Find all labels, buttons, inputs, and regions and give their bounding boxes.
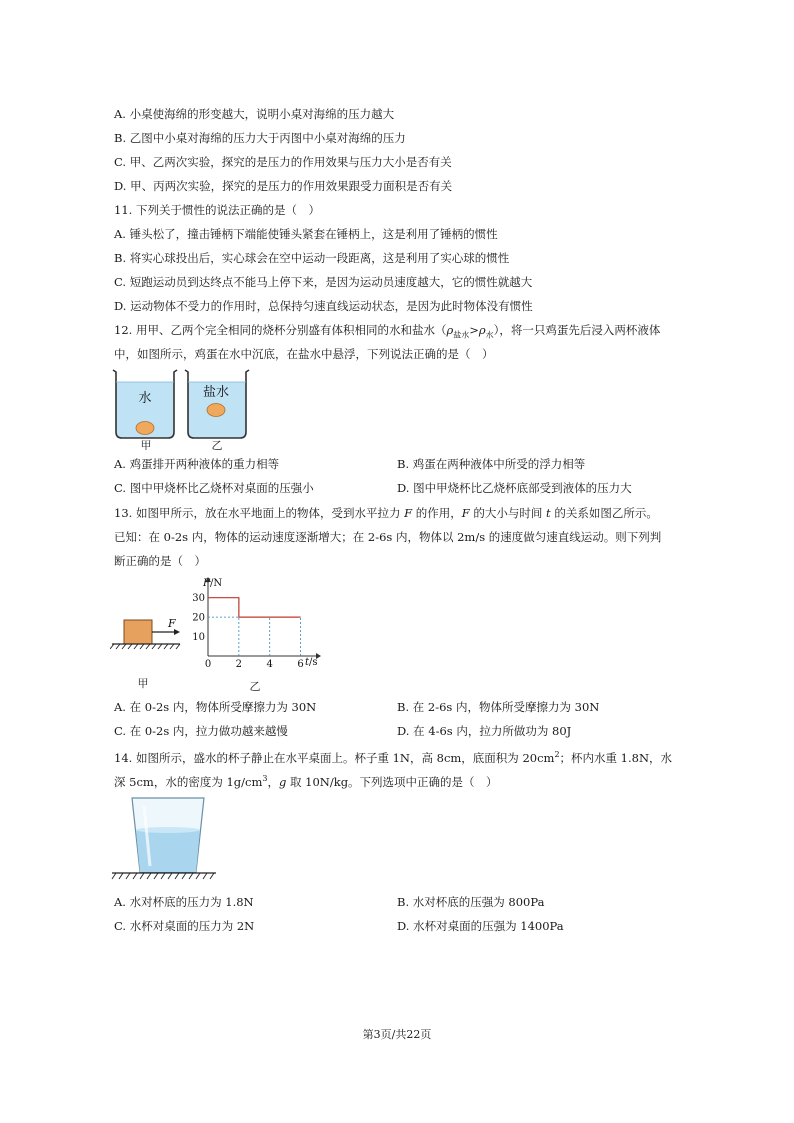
- egg-icon: [136, 422, 154, 435]
- var-g: g: [278, 774, 287, 789]
- q11-option-d: D. 运动物体不受力的作用时，总保持匀速直线运动状态，是因为此时物体没有惯性: [114, 299, 533, 313]
- q13-stem-line3: 断正确的是（ ）: [114, 554, 206, 568]
- q12-option-b: B. 鸡蛋在两种液体中所受的浮力相等: [397, 457, 586, 471]
- x-tick-label: 4: [266, 659, 273, 670]
- beaker-salt-water: [185, 370, 249, 438]
- q11-stem: 11. 下列关于惯性的说法正确的是（ ）: [114, 203, 320, 217]
- q14-cup-figure: [110, 794, 220, 888]
- greater-than: >: [469, 323, 479, 337]
- q13-option-a: A. 在 0-2s 内，物体所受摩擦力为 30N: [114, 700, 317, 714]
- q13-stem-part: 的大小与时间: [469, 506, 547, 520]
- rho-symbol: ρ: [446, 323, 454, 337]
- q14-option-b: B. 水对杯底的压强为 800Pa: [397, 895, 545, 909]
- q13-stem-part: 的作用，: [412, 506, 462, 520]
- rho-symbol: ρ: [478, 323, 486, 337]
- q11-option-c: C. 短跑运动员到达终点不能马上停下来，是因为运动员速度越大，它的惯性就越大: [114, 275, 533, 289]
- q14-stem-line2: [114, 771, 498, 790]
- q13-stem-part: 13. 如图甲所示，放在水平地面上的物体，受到水平拉力: [114, 506, 405, 520]
- superscript: 3: [262, 774, 268, 783]
- q13-stem-line1: [114, 505, 658, 521]
- x-tick-label: 2: [235, 659, 243, 670]
- q11-option-a: A. 锤头松了，撞击锤柄下端能使锤头紧套在锤柄上，这是利用了锤柄的惯性: [114, 227, 498, 241]
- q10-option-a: A. 小桌使海绵的形变越大，说明小桌对海绵的压力越大: [114, 107, 395, 121]
- var-t: t: [546, 506, 551, 520]
- block: [124, 620, 152, 644]
- y-axis-label: F/N: [203, 578, 223, 589]
- var-F: F: [404, 506, 413, 520]
- q13-block-figure: [110, 610, 190, 690]
- q13-option-b: B. 在 2-6s 内，物体所受摩擦力为 30N: [397, 700, 600, 714]
- q14-option-d: D. 水杯对桌面的压强为 1400Pa: [397, 919, 564, 933]
- force-label: F: [168, 617, 176, 630]
- q14-stem-part: ，: [267, 774, 279, 789]
- q12-stem-part: ），将一只鸡蛋先后浸入两杯液体: [493, 323, 661, 337]
- rho-subscript-water: 水: [485, 330, 494, 340]
- series-line: [208, 598, 301, 617]
- q14-option-a: A. 水对杯底的压力为 1.8N: [114, 895, 254, 909]
- q10-option-b: B. 乙图中小桌对海绵的压力大于丙图中小桌对海绵的压力: [114, 131, 406, 145]
- x-tick-label: 6: [297, 659, 304, 670]
- q12-stem-line1: [114, 322, 660, 343]
- beaker-water: [113, 370, 177, 438]
- q13-stem-line2: 已知：在 0-2s 内，物体的运动速度逐渐增大；在 2-6s 内，物体以 2m/s 的速度做匀速直线运动。则下列判: [114, 530, 662, 544]
- rho-subscript-salt: 盐水: [453, 330, 470, 340]
- q12-option-a: A. 鸡蛋排开两种液体的重力相等: [114, 457, 280, 471]
- y-tick-label: 10: [192, 632, 205, 644]
- q13-force-time-chart: [190, 574, 330, 694]
- superscript: 2: [554, 750, 560, 759]
- label-water: 水: [138, 391, 152, 406]
- x-tick-label: 0: [204, 659, 212, 670]
- egg-icon: [207, 404, 225, 417]
- caption-a: 甲: [140, 439, 152, 450]
- q12-beakers-figure: [110, 368, 260, 450]
- q14-stem-part: ；杯内水重 1.8N，水: [559, 750, 673, 765]
- q11-option-b: B. 将实心球投出后，实心球会在空中运动一段距离，这是利用了实心球的惯性: [114, 251, 510, 265]
- q14-stem-part: 深 5cm，水的密度为 1g/cm: [114, 774, 263, 789]
- q10-option-c: C. 甲、乙两次实验，探究的是压力的作用效果与压力大小是否有关: [114, 155, 452, 169]
- q14-option-c: C. 水杯对桌面的压力为 2N: [114, 919, 255, 933]
- var-F: F: [461, 506, 470, 520]
- q14-stem-part: 14. 如图所示，盛水的杯子静止在水平桌面上。杯子重 1N，高 8cm，底面积为 20cm: [114, 750, 555, 765]
- caption-a: 甲: [137, 677, 149, 690]
- q14-stem-part: 取 10N/kg。下列选项中正确的是（ ）: [286, 774, 498, 789]
- q13-stem-part: 的关系如图乙所示。: [550, 506, 658, 520]
- x-axis-label: t/s: [305, 657, 318, 668]
- q12-option-c: C. 图中甲烧杯比乙烧杯对桌面的压强小: [114, 481, 314, 495]
- q12-stem-part: 12. 用甲、乙两个完全相同的烧杯分别盛有体积相同的水和盐水（: [114, 323, 447, 337]
- label-salt-water: 盐水: [202, 385, 230, 400]
- q13-option-d: D. 在 4-6s 内，拉力所做功为 80J: [397, 724, 572, 738]
- y-tick-label: 20: [192, 612, 205, 624]
- q12-option-d: D. 图中甲烧杯比乙烧杯底部受到液体的压力大: [397, 481, 632, 495]
- q12-stem-line2: 中，如图所示，鸡蛋在水中沉底，在盐水中悬浮，下列说法正确的是（ ）: [114, 347, 494, 361]
- caption-b: 乙: [211, 439, 223, 450]
- q13-option-c: C. 在 0-2s 内，拉力做功越来越慢: [114, 724, 288, 738]
- page-footer: 第3页/共22页: [362, 1028, 432, 1041]
- caption-b: 乙: [249, 680, 261, 693]
- q10-option-d: D. 甲、丙两次实验，探究的是压力的作用效果跟受力面积是否有关: [114, 179, 453, 193]
- y-tick-label: 30: [192, 593, 205, 605]
- q14-stem-line1: [114, 747, 672, 766]
